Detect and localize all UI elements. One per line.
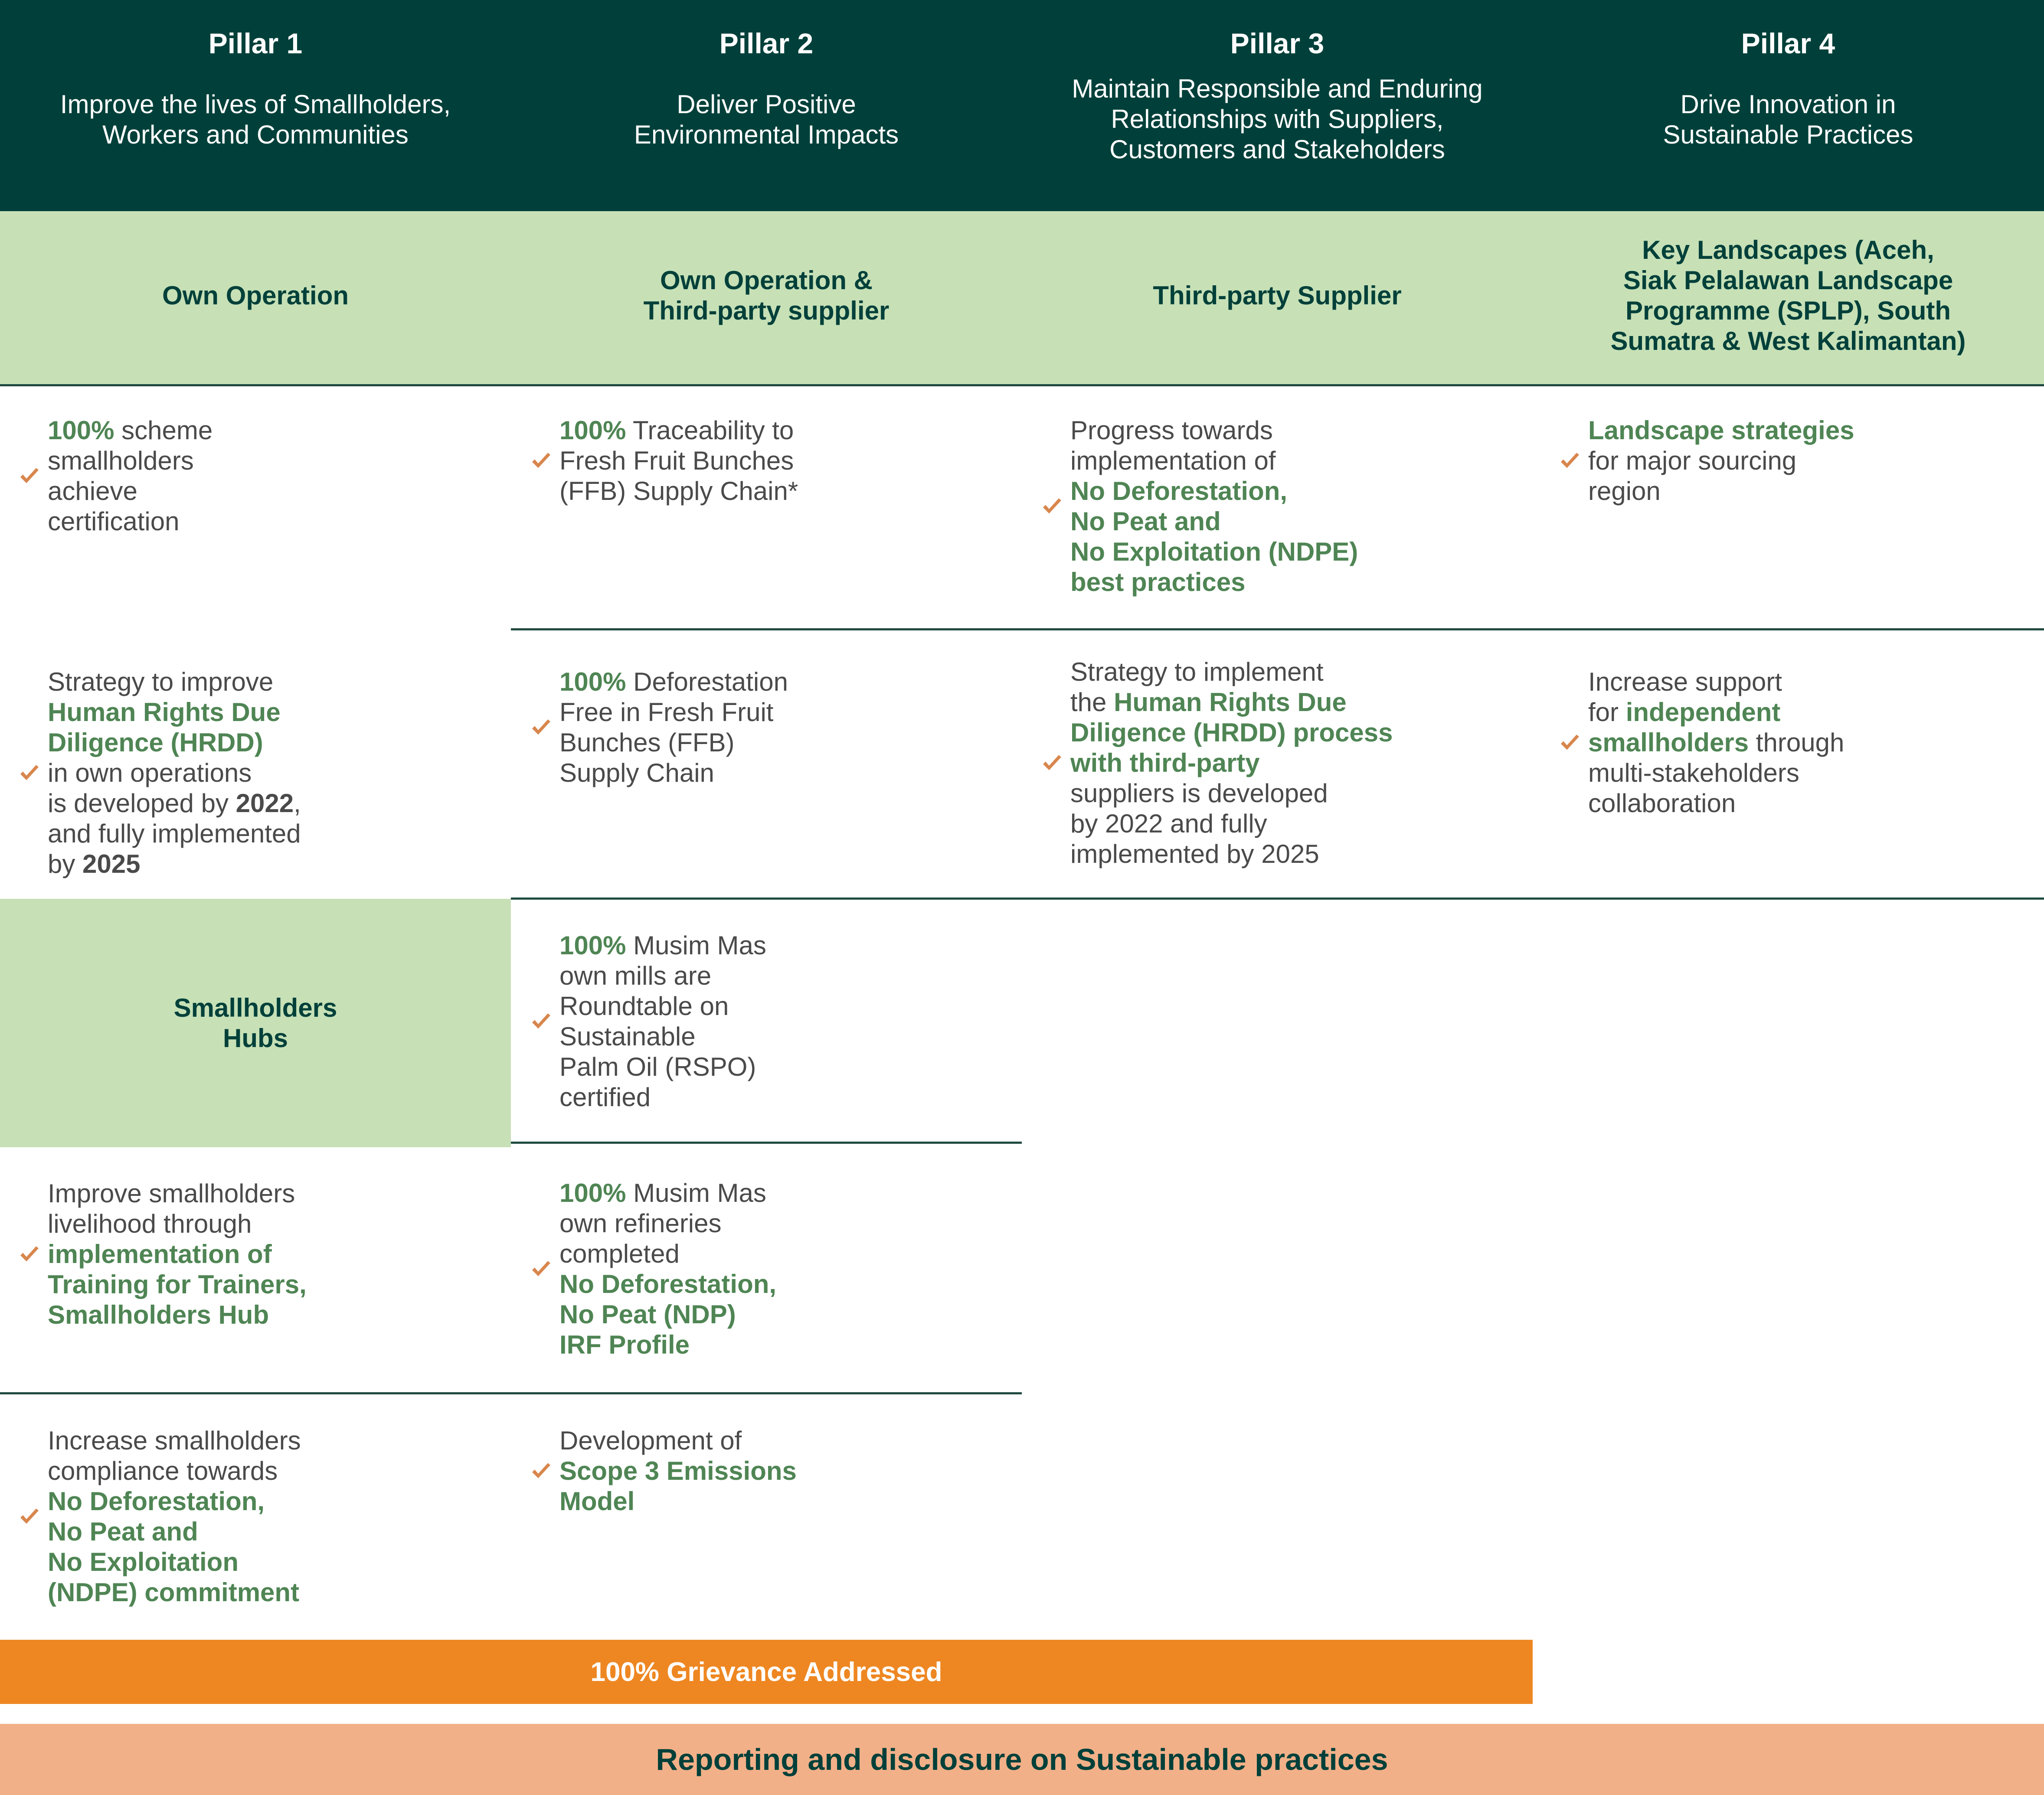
reporting-bar <box>0 1724 2044 1795</box>
pillar-2-subtitle-line: Environmental Impacts <box>634 120 899 149</box>
goal-text-line <box>559 1330 1006 1360</box>
goal-text-line <box>559 728 1006 758</box>
goal-text-line <box>559 1486 1006 1517</box>
goal-text-line <box>559 1022 1006 1052</box>
pillar-3-subtitle <box>1022 74 1533 165</box>
segment-third-party-supplier <box>1022 281 1533 311</box>
goal-text-run: certification <box>48 507 180 536</box>
goal-text-highlight: Smallholders Hub <box>48 1300 269 1329</box>
goal-text-line <box>1588 415 2026 446</box>
goal-text-run: multi-stakeholders <box>1588 758 1799 787</box>
goal-text-line <box>559 1082 1006 1113</box>
goal-text-run: (FFB) Supply Chain* <box>559 476 798 506</box>
goal-text-run: through <box>1749 728 1845 757</box>
goal-text-line <box>1588 728 2026 758</box>
goal-text-line <box>559 1052 1006 1082</box>
goal-item <box>17 1426 494 1608</box>
goal-text-line <box>1070 476 1517 506</box>
goal-item <box>1040 657 1517 869</box>
segment-label: Third-party supplier <box>643 296 890 325</box>
goal-text-line <box>1588 788 2026 819</box>
pillar-3-subtitle-line: Customers and Stakeholders <box>1109 135 1445 164</box>
check-icon <box>17 1505 42 1529</box>
segment-label: Key Landscapes (Aceh, <box>1642 235 1934 264</box>
segment-own-operation <box>0 281 511 311</box>
goal-text-run: for major sourcing <box>1588 446 1797 475</box>
divider <box>511 628 2044 630</box>
goal-text-line <box>48 849 494 879</box>
goal-text-run: certified <box>559 1083 651 1112</box>
goal-text-run: the <box>1070 688 1114 717</box>
goal-text <box>559 930 1006 1113</box>
goal-item <box>17 1178 494 1330</box>
goal-text-line <box>1588 667 2026 697</box>
grievance-label: 100% Grievance Addressed <box>590 1657 942 1687</box>
goal-text-highlight: independent <box>1625 698 1781 727</box>
goal-text-highlight: No Exploitation <box>48 1547 239 1576</box>
goal-text-highlight: No Deforestation, <box>559 1270 777 1299</box>
goal-text <box>559 415 1006 506</box>
check-icon <box>529 715 553 740</box>
goal-text <box>48 1426 494 1608</box>
goal-text <box>1588 415 2026 506</box>
pillar-2-subtitle <box>511 89 1022 150</box>
goal-text-run: implementation of <box>1070 446 1276 475</box>
pillar-3-subtitle-line: Relationships with Suppliers, <box>1111 104 1444 134</box>
goal-text-line <box>48 1547 494 1577</box>
goal-text-line <box>48 819 494 849</box>
goal-text-highlight: 2025 <box>82 849 141 878</box>
goal-text-line <box>48 1239 494 1270</box>
pillar-3-header <box>1022 26 1533 165</box>
divider <box>511 1142 1022 1144</box>
goal-item <box>529 1426 1006 1517</box>
goal-text <box>559 1426 1006 1517</box>
goal-text-run: Palm Oil (RSPO) <box>559 1052 756 1081</box>
pillar-2-subtitle-line: Deliver Positive <box>677 90 856 119</box>
goal-text <box>48 1178 494 1330</box>
goal-text-line <box>1070 809 1517 839</box>
goal-text-run: Supply Chain <box>559 758 714 787</box>
goal-text-highlight: Human Rights Due <box>48 698 281 727</box>
check-icon <box>17 464 42 488</box>
goal-text-line <box>559 1269 1006 1299</box>
segment-label: Own Operation <box>162 281 349 310</box>
goal-text-line <box>1070 748 1517 778</box>
goal-text-run: compliance towards <box>48 1456 278 1485</box>
goal-text-run: by <box>48 849 83 878</box>
goal-text-line <box>48 728 494 758</box>
goal-text-run: region <box>1588 476 1661 506</box>
goal-text-line <box>48 1270 494 1300</box>
pillar-3-subtitle-line: Maintain Responsible and Enduring <box>1072 74 1483 103</box>
goal-text-highlight: Diligence (HRDD) <box>48 728 263 757</box>
goal-text-highlight: Human Rights Due <box>1114 688 1347 717</box>
segment-label: Programme (SPLP), South <box>1625 296 1951 325</box>
goal-text-line <box>48 1456 494 1486</box>
goal-text-line <box>1070 687 1517 718</box>
goal-text-line <box>559 930 1006 961</box>
goal-text-line <box>48 1486 494 1517</box>
goal-text-run: own refineries <box>559 1209 722 1238</box>
goal-text <box>1070 415 1517 597</box>
pillar-4-subtitle-line: Drive Innovation in <box>1680 90 1896 119</box>
goal-text-line <box>559 1456 1006 1486</box>
goal-text-line <box>48 446 494 476</box>
goal-text <box>48 415 494 537</box>
goal-text-run: Sustainable <box>559 1022 696 1051</box>
check-icon <box>17 1242 42 1266</box>
goal-text-run: Free in Fresh Fruit <box>559 698 774 727</box>
segment-own-and-third-party <box>511 265 1022 326</box>
goal-text-run: Increase smallholders <box>48 1426 301 1455</box>
pillar-1-subtitle <box>0 89 511 150</box>
goal-text-line <box>559 697 1006 728</box>
goal-item <box>17 667 494 879</box>
goal-text-highlight: 100% <box>559 1178 626 1208</box>
goal-item <box>1558 667 2026 819</box>
goal-text-highlight: No Exploitation (NDPE) <box>1070 537 1358 566</box>
goal-text <box>1070 657 1517 869</box>
goal-text-highlight: Diligence (HRDD) process <box>1070 718 1393 747</box>
goal-text-highlight: No Peat and <box>48 1517 198 1546</box>
goal-text-line <box>48 476 494 506</box>
goal-text-line <box>1070 567 1517 597</box>
goal-text <box>559 1178 1006 1360</box>
goal-text <box>1588 667 2026 819</box>
goal-text-line <box>1070 537 1517 567</box>
goal-text-line <box>559 1178 1006 1208</box>
goal-text-line <box>559 415 1006 446</box>
smallholders-hubs-label <box>0 993 511 1054</box>
reporting-label: Reporting and disclosure on Sustainable practices <box>656 1743 1388 1776</box>
goal-text-line <box>48 1178 494 1209</box>
goal-text-run: by 2022 and fully <box>1070 809 1267 838</box>
segment-label: Third-party Supplier <box>1153 281 1402 310</box>
goal-text-highlight: No Deforestation, <box>48 1487 265 1516</box>
goal-text-run: for <box>1588 698 1626 727</box>
goal-text-run: achieve <box>48 476 137 506</box>
goal-text-run: Traceability to <box>626 416 794 445</box>
goal-text <box>48 667 494 879</box>
goal-text-line <box>48 506 494 537</box>
goal-item <box>1558 415 2026 506</box>
check-icon <box>1040 494 1064 519</box>
goal-text-line <box>1070 415 1517 446</box>
goal-text-line <box>48 667 494 697</box>
goal-text-run: Improve smallholders <box>48 1179 295 1208</box>
goal-text-line <box>48 788 494 819</box>
goal-text <box>559 667 1006 788</box>
goal-text-run: collaboration <box>1588 789 1736 818</box>
goal-item <box>529 1178 1006 1360</box>
check-icon <box>1558 731 1582 755</box>
check-icon <box>1558 449 1582 473</box>
goal-text-highlight: Model <box>559 1487 635 1516</box>
goal-text-line <box>48 758 494 788</box>
check-icon <box>529 1257 553 1281</box>
goal-text-line <box>559 961 1006 991</box>
pillar-4-title: Pillar 4 <box>1741 27 1835 59</box>
segment-label: Smallholders <box>173 993 337 1022</box>
goal-text-run: Roundtable on <box>559 992 729 1021</box>
goal-text-line <box>48 1209 494 1239</box>
goal-text-highlight: Landscape strategies <box>1588 416 1854 445</box>
divider <box>0 384 2044 386</box>
goal-text-highlight: (NDPE) commitment <box>48 1578 300 1607</box>
goal-item <box>529 930 1006 1113</box>
goal-text-line <box>559 991 1006 1022</box>
goal-text-run: Musim Mas <box>626 931 766 960</box>
goal-text-run: smallholders <box>48 446 194 475</box>
goal-text-line <box>559 1426 1006 1456</box>
goal-text-run: scheme <box>114 416 213 445</box>
goal-text-run: suppliers is developed <box>1070 779 1328 808</box>
goal-text-line <box>1588 758 2026 788</box>
goal-text-run: Development of <box>559 1426 742 1455</box>
goal-text-line <box>559 1208 1006 1239</box>
goal-text-line <box>1070 506 1517 537</box>
goal-text-run: , <box>294 789 301 818</box>
goal-text-line <box>48 697 494 728</box>
goal-text-line <box>1070 446 1517 476</box>
goal-text-run: Strategy to implement <box>1070 657 1324 686</box>
goal-text-run: completed <box>559 1239 680 1268</box>
segment-key-landscapes <box>1533 235 2044 356</box>
goal-text-line <box>1070 778 1517 809</box>
goal-item <box>529 667 1006 788</box>
goal-text-line <box>1070 657 1517 687</box>
goal-text-highlight: smallholders <box>1588 728 1749 757</box>
goal-text-highlight: 100% <box>559 667 626 696</box>
goal-text-line <box>559 758 1006 788</box>
goal-text-highlight: 100% <box>559 931 626 960</box>
goal-text-highlight: Training for Trainers, <box>48 1270 307 1299</box>
pillar-1-subtitle-line: Improve the lives of Smallholders, <box>60 90 451 119</box>
goal-text-highlight: 100% <box>48 416 114 445</box>
pillar-4-subtitle <box>1533 89 2044 150</box>
goal-text-run: own mills are <box>559 961 712 990</box>
goal-item <box>529 415 1006 506</box>
goal-text-line <box>1070 718 1517 748</box>
segment-label: Sumatra & West Kalimantan) <box>1610 326 1966 356</box>
goal-text-line <box>559 446 1006 476</box>
goal-text-line <box>1588 446 2026 476</box>
goal-text-line <box>48 1426 494 1456</box>
pillar-1-header <box>0 26 511 150</box>
goal-text-line <box>559 1299 1006 1330</box>
goal-text-line <box>559 476 1006 506</box>
goal-text-run: Increase support <box>1588 667 1782 696</box>
goal-text-run: Strategy to improve <box>48 667 274 696</box>
goal-text-highlight: implementation of <box>48 1240 272 1269</box>
goal-text-line <box>48 1577 494 1608</box>
goal-text-run: Deforestation <box>626 667 788 696</box>
goal-text-line <box>1070 839 1517 869</box>
pillar-4-header <box>1533 26 2044 150</box>
pillar-4-subtitle-line: Sustainable Practices <box>1663 120 1913 149</box>
goal-text-run: Fresh Fruit Bunches <box>559 446 794 475</box>
check-icon <box>1040 751 1064 775</box>
pillar-2-title: Pillar 2 <box>719 27 814 59</box>
goal-text-run: and fully implemented <box>48 819 301 848</box>
goal-text-line <box>559 667 1006 697</box>
divider <box>0 1392 1022 1394</box>
goal-text-run: Musim Mas <box>626 1178 766 1208</box>
segment-label: Hubs <box>223 1024 288 1053</box>
check-icon <box>529 1009 553 1034</box>
check-icon <box>529 449 553 473</box>
goal-text-highlight: No Deforestation, <box>1070 476 1288 506</box>
pillar-1-title: Pillar 1 <box>208 27 303 59</box>
segment-label: Siak Pelalawan Landscape <box>1623 266 1953 295</box>
pillar-2-header <box>511 26 1022 150</box>
goal-text-highlight: 100% <box>559 416 626 445</box>
goal-text-line <box>48 1300 494 1330</box>
goal-item <box>1040 415 1517 597</box>
goal-item <box>17 415 494 537</box>
goal-text-line <box>48 1517 494 1547</box>
goal-text-run: Progress towards <box>1070 416 1273 445</box>
goal-text-run: Bunches (FFB) <box>559 728 735 757</box>
pillar-3-title: Pillar 3 <box>1230 27 1325 59</box>
goal-text-highlight: No Peat (NDP) <box>559 1300 736 1329</box>
goal-text-line <box>1588 697 2026 728</box>
divider <box>511 898 2044 900</box>
goal-text-run: implemented by 2025 <box>1070 839 1319 868</box>
goal-text-highlight: best practices <box>1070 568 1246 597</box>
goal-text-run: in own operations <box>48 758 252 787</box>
goal-text-line <box>559 1239 1006 1269</box>
goal-text-line <box>48 415 494 446</box>
goal-text-highlight: 2022 <box>235 789 294 818</box>
goal-text-highlight: with third-party <box>1070 748 1260 777</box>
segment-label: Own Operation & <box>660 266 873 295</box>
check-icon <box>17 761 42 785</box>
pillar-1-subtitle-line: Workers and Communities <box>102 120 409 149</box>
check-icon <box>529 1459 553 1483</box>
goal-text-highlight: No Peat and <box>1070 507 1221 536</box>
goal-text-run: is developed by <box>48 789 236 818</box>
grievance-bar <box>0 1640 1533 1704</box>
goal-text-highlight: Scope 3 Emissions <box>559 1456 797 1485</box>
goal-text-highlight: IRF Profile <box>559 1330 690 1359</box>
goal-text-line <box>1588 476 2026 506</box>
goal-text-run: livelihood through <box>48 1209 252 1238</box>
